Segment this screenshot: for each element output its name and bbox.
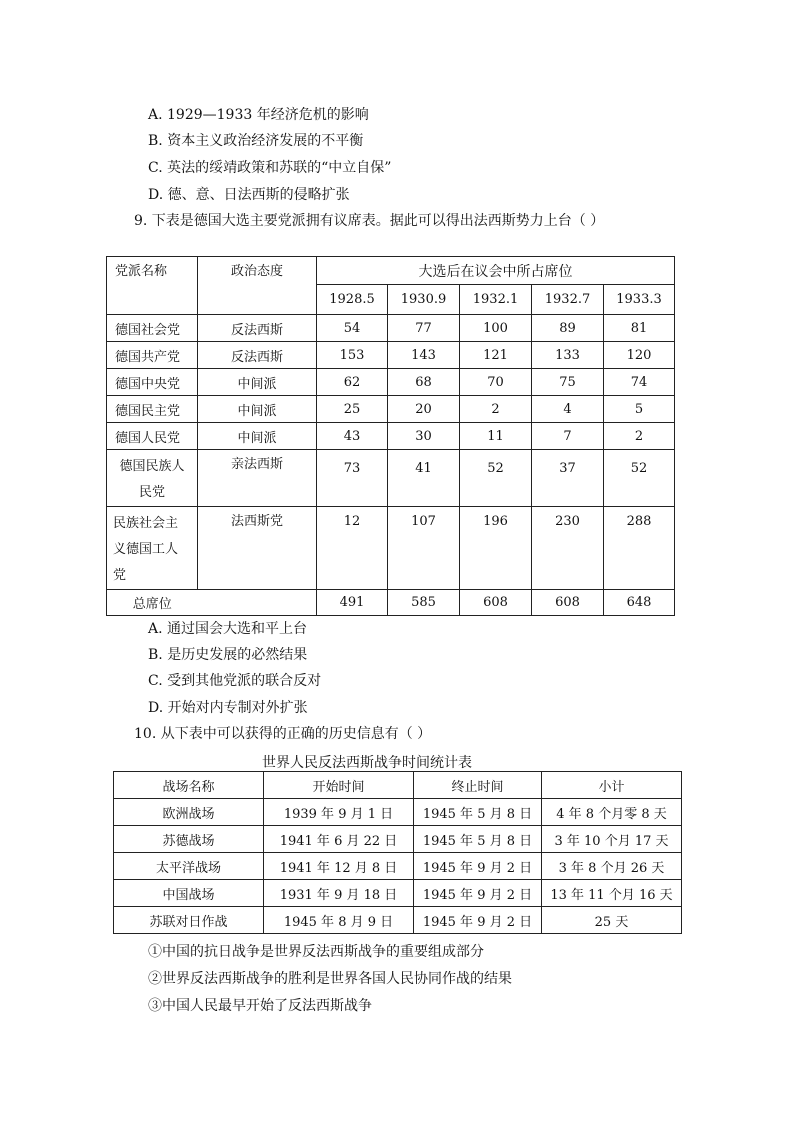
start-cell: 1941 年 6 月 22 日	[264, 826, 414, 853]
table-row	[114, 826, 682, 853]
subtotal-cell: 3 年 10 个月 17 天	[542, 826, 682, 853]
seat-cell: 52	[460, 450, 532, 507]
seat-cell: 11	[460, 423, 532, 450]
end-cell: 1945 年 5 月 8 日	[414, 826, 542, 853]
total-label: 总席位	[107, 590, 198, 616]
header-party: 党派名称	[107, 257, 198, 315]
seat-cell: 2	[604, 423, 675, 450]
battlefield-cell: 太平洋战场	[114, 853, 264, 880]
seat-cell: 73	[317, 450, 388, 507]
header-seats: 大选后在议会中所占席位	[317, 257, 675, 285]
party-cell: 德国民族人 民党	[107, 450, 198, 507]
party-cell: 德国民主党	[107, 396, 198, 423]
year-cell: 1930.9	[388, 285, 460, 315]
q10-statement-2: ②世界反法西斯战争的胜利是世界各国人民协同作战的结果	[148, 971, 512, 987]
subtotal-cell: 25 天	[542, 907, 682, 934]
seat-cell: 43	[317, 423, 388, 450]
q10-statement-3: ③中国人民最早开始了反法西斯战争	[148, 998, 372, 1014]
year-cell: 1928.5	[317, 285, 388, 315]
seat-cell: 5	[604, 396, 675, 423]
q10-war-table	[113, 771, 682, 934]
seat-cell: 77	[388, 315, 460, 342]
total-cell: 608	[460, 590, 532, 616]
seat-cell: 89	[532, 315, 604, 342]
table-row	[107, 590, 675, 616]
table-row	[114, 853, 682, 880]
battlefield-cell: 苏联对日作战	[114, 907, 264, 934]
attitude-cell: 中间派	[198, 396, 317, 423]
seat-cell: 37	[532, 450, 604, 507]
total-cell: 585	[388, 590, 460, 616]
table-row	[107, 507, 675, 590]
attitude-cell: 中间派	[198, 423, 317, 450]
seat-cell: 143	[388, 342, 460, 369]
seat-cell: 288	[604, 507, 675, 590]
seat-cell: 120	[604, 342, 675, 369]
total-cell: 608	[532, 590, 604, 616]
seat-cell: 107	[388, 507, 460, 590]
party-cell: 民族社会主 义德国工人 党	[107, 507, 198, 590]
q8-option-d: D. 德、意、日法西斯的侵略扩张	[148, 187, 350, 203]
party-cell: 德国人民党	[107, 423, 198, 450]
total-blank	[198, 590, 317, 616]
header-subtotal: 小计	[542, 772, 682, 799]
start-cell: 1939 年 9 月 1 日	[264, 799, 414, 826]
q9-option-c: C. 受到其他党派的联合反对	[148, 673, 322, 689]
q9-option-d: D. 开始对内专制对外扩张	[148, 700, 308, 716]
table-row	[107, 369, 675, 396]
table-row	[107, 342, 675, 369]
table-row	[107, 396, 675, 423]
seat-cell: 30	[388, 423, 460, 450]
seat-cell: 100	[460, 315, 532, 342]
battlefield-cell: 苏德战场	[114, 826, 264, 853]
table-row	[114, 772, 682, 799]
year-cell: 1932.7	[532, 285, 604, 315]
total-cell: 648	[604, 590, 675, 616]
table-row	[107, 450, 675, 507]
attitude-cell: 中间派	[198, 369, 317, 396]
q9-option-a: A. 通过国会大选和平上台	[148, 621, 308, 637]
seat-cell: 54	[317, 315, 388, 342]
seat-cell: 230	[532, 507, 604, 590]
battlefield-cell: 欧洲战场	[114, 799, 264, 826]
seat-cell: 196	[460, 507, 532, 590]
attitude-cell: 反法西斯	[198, 315, 317, 342]
seat-cell: 62	[317, 369, 388, 396]
seat-cell: 2	[460, 396, 532, 423]
seat-cell: 7	[532, 423, 604, 450]
party-cell: 德国社会党	[107, 315, 198, 342]
subtotal-cell: 13 年 11 个月 16 天	[542, 880, 682, 907]
start-cell: 1931 年 9 月 18 日	[264, 880, 414, 907]
total-cell: 491	[317, 590, 388, 616]
seat-cell: 4	[532, 396, 604, 423]
attitude-cell: 反法西斯	[198, 342, 317, 369]
seat-cell: 68	[388, 369, 460, 396]
seat-cell: 81	[604, 315, 675, 342]
q9-seat-table	[106, 256, 675, 616]
subtotal-cell: 3 年 8 个月 26 天	[542, 853, 682, 880]
year-cell: 1933.3	[604, 285, 675, 315]
seat-cell: 70	[460, 369, 532, 396]
year-cell: 1932.1	[460, 285, 532, 315]
header-start: 开始时间	[264, 772, 414, 799]
start-cell: 1941 年 12 月 8 日	[264, 853, 414, 880]
q9-option-b: B. 是历史发展的必然结果	[148, 647, 308, 663]
header-battlefield: 战场名称	[114, 772, 264, 799]
seat-cell: 74	[604, 369, 675, 396]
seat-cell: 52	[604, 450, 675, 507]
subtotal-cell: 4 年 8 个月零 8 天	[542, 799, 682, 826]
end-cell: 1945 年 9 月 2 日	[414, 907, 542, 934]
party-cell: 德国中央党	[107, 369, 198, 396]
party-cell: 德国共产党	[107, 342, 198, 369]
q10-statement-1: ①中国的抗日战争是世界反法西斯战争的重要组成部分	[148, 944, 484, 960]
attitude-cell: 法西斯党	[198, 507, 317, 590]
battlefield-cell: 中国战场	[114, 880, 264, 907]
q8-option-c: C. 英法的绥靖政策和苏联的“中立自保”	[148, 160, 392, 176]
q10-stem: 10. 从下表中可以获得的正确的历史信息有（ ）	[134, 726, 432, 742]
q8-option-b: B. 资本主义政治经济发展的不平衡	[148, 133, 364, 149]
seat-cell: 75	[532, 369, 604, 396]
q10-table-caption: 世界人民反法西斯战争时间统计表	[262, 755, 472, 771]
header-end: 终止时间	[414, 772, 542, 799]
seat-cell: 12	[317, 507, 388, 590]
table-row	[114, 907, 682, 934]
seat-cell: 41	[388, 450, 460, 507]
seat-cell: 20	[388, 396, 460, 423]
seat-cell: 121	[460, 342, 532, 369]
table-row	[114, 799, 682, 826]
header-attitude: 政治态度	[198, 257, 317, 315]
table-row	[107, 315, 675, 342]
seat-cell: 25	[317, 396, 388, 423]
end-cell: 1945 年 9 月 2 日	[414, 880, 542, 907]
q9-stem: 9. 下表是德国大选主要党派拥有议席表。据此可以得出法西斯势力上台（ ）	[134, 213, 605, 229]
attitude-cell: 亲法西斯	[198, 450, 317, 507]
table-row	[107, 423, 675, 450]
seat-cell: 153	[317, 342, 388, 369]
table-row	[114, 880, 682, 907]
end-cell: 1945 年 5 月 8 日	[414, 799, 542, 826]
q8-option-a: A. 1929—1933 年经济危机的影响	[148, 107, 369, 123]
seat-cell: 133	[532, 342, 604, 369]
end-cell: 1945 年 9 月 2 日	[414, 853, 542, 880]
start-cell: 1945 年 8 月 9 日	[264, 907, 414, 934]
